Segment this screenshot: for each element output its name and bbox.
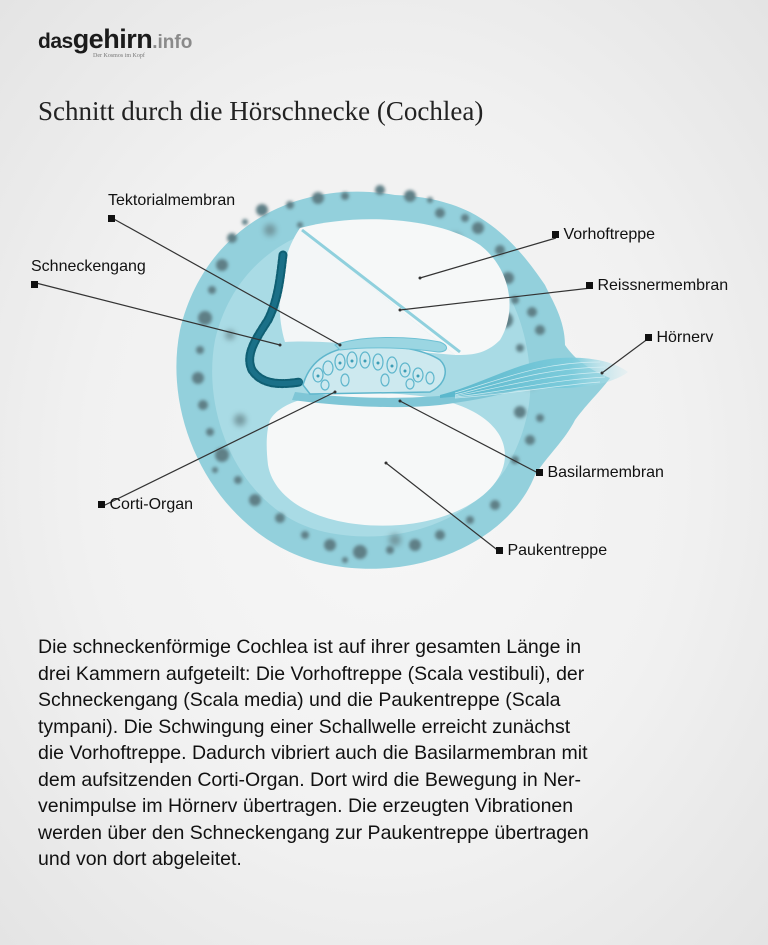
bullet-icon (536, 469, 543, 476)
bullet-icon (98, 501, 105, 508)
body-line: venimpulse im Hörnerv übertragen. Die erzeugten Vibrationen (38, 795, 574, 817)
body-line: und von dort abgeleitet. (38, 848, 242, 870)
bullet-icon (552, 231, 559, 238)
bullet-icon (108, 215, 115, 222)
body-line: drei Kammern aufgeteilt: Die Vorhoftreppe (Scala vestibuli), der (38, 662, 585, 685)
logo-wordmark: dasgehirn.info (38, 24, 193, 54)
body-line: tympani). Die Schwingung einer Schallwelle erreicht zunächst (38, 715, 571, 738)
label-hoernerv: Hörnerv (645, 329, 713, 347)
label-reissnermembran: Reissnermembran (586, 277, 728, 295)
logo (38, 24, 193, 59)
label-schneckengang: Schneckengang (31, 258, 146, 294)
label-corti-organ: Corti-Organ (98, 496, 193, 514)
logo-tagline: Der Kosmos im Kopf (93, 53, 145, 59)
label-paukentreppe: Paukentreppe (496, 542, 607, 560)
bullet-icon (586, 282, 593, 289)
description-paragraph (38, 634, 738, 873)
bullet-icon (645, 334, 652, 341)
page-title: Schnitt durch die Hörschnecke (Cochlea) (38, 96, 484, 126)
body-line: die Vorhoftreppe. Dadurch vibriert auch die Basilarmembran mit (38, 742, 588, 764)
label-tektorialmembran: Tektorialmembran (108, 192, 235, 228)
label-basilarmembran: Basilarmembran (536, 464, 664, 482)
cochlea-diagram (0, 170, 768, 590)
bullet-icon (31, 281, 38, 288)
body-line: Schneckengang (Scala media) und die Paukentreppe (Scala (38, 689, 561, 711)
label-vorhoftreppe: Vorhoftreppe (552, 226, 655, 244)
body-line: Die schneckenförmige Cochlea ist auf ihrer gesamten Länge in (38, 636, 582, 658)
bullet-icon (496, 547, 503, 554)
body-line: dem aufsitzenden Corti-Organ. Dort wird die Bewegung in Ner- (38, 768, 582, 791)
body-line: werden über den Schneckengang zur Paukentreppe übertragen (38, 821, 589, 844)
